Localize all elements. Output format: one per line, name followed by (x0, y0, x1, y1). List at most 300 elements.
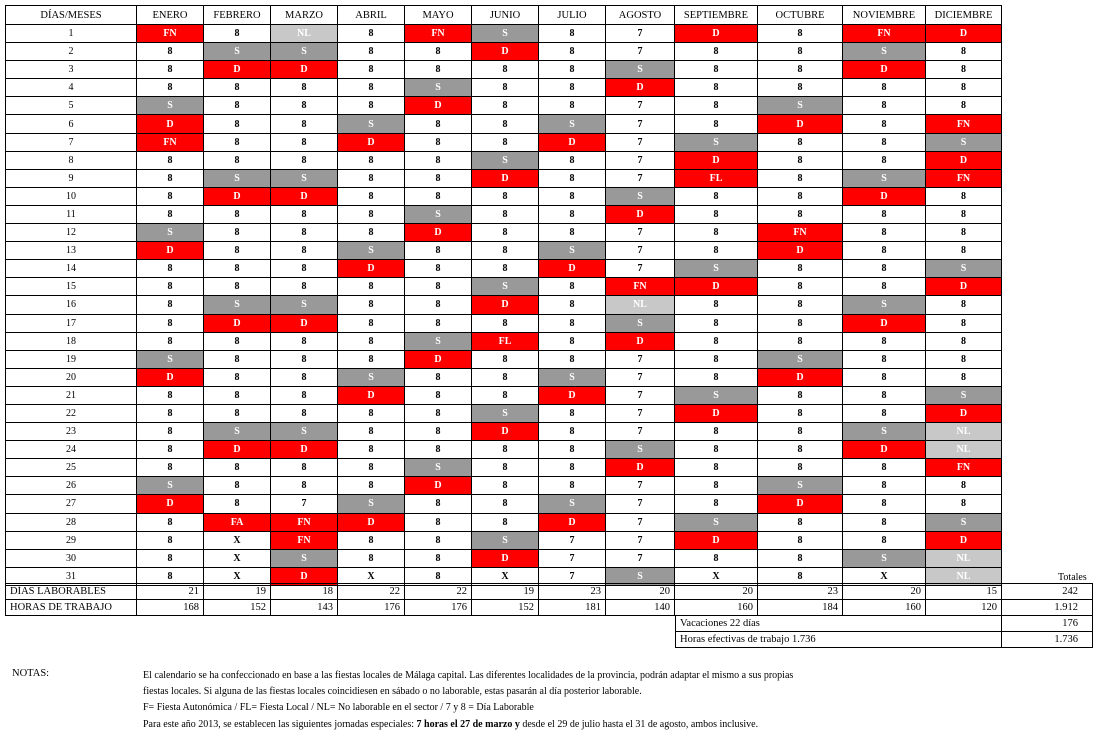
calendar-cell: D (472, 549, 539, 567)
calendar-cell: S (926, 386, 1002, 404)
day-row (6, 441, 1002, 459)
horas-trabajo-cell: 176 (338, 600, 405, 616)
day-row (6, 459, 1002, 477)
calendar-cell: 8 (405, 169, 472, 187)
calendar-cell: 8 (843, 278, 926, 296)
calendar-cell: 8 (539, 187, 606, 205)
calendar-cell: 7 (606, 169, 675, 187)
day-number: 14 (6, 260, 137, 278)
calendar-cell: 8 (843, 242, 926, 260)
calendar-cell: D (405, 477, 472, 495)
summary-table (5, 583, 1093, 616)
calendar-cell: 8 (271, 477, 338, 495)
calendar-cell: D (539, 133, 606, 151)
calendar-cell: 8 (271, 205, 338, 223)
calendar-cell: D (606, 79, 675, 97)
calendar-cell: 8 (137, 441, 204, 459)
calendar-cell: FN (606, 278, 675, 296)
calendar-cell: 8 (472, 314, 539, 332)
calendar-cell: 8 (271, 278, 338, 296)
calendar-cell: 8 (675, 350, 758, 368)
dias-laborables-cell: 23 (758, 584, 843, 600)
calendar-cell: D (204, 61, 271, 79)
calendar-cell: 8 (758, 567, 843, 585)
calendar-cell: S (137, 350, 204, 368)
calendar-cell: S (204, 423, 271, 441)
calendar-cell: 8 (675, 187, 758, 205)
day-row (6, 25, 1002, 43)
calendar-cell: 8 (405, 567, 472, 585)
calendar-cell: S (405, 332, 472, 350)
calendar-cell: 8 (539, 332, 606, 350)
calendar-cell: 8 (405, 423, 472, 441)
calendar-cell: D (606, 205, 675, 223)
calendar-cell: 8 (472, 260, 539, 278)
calendar-cell: 8 (338, 278, 405, 296)
calendar-cell: S (675, 386, 758, 404)
calendar-cell: 8 (539, 477, 606, 495)
calendar-cell: 8 (271, 242, 338, 260)
calendar-cell: FA (204, 513, 271, 531)
day-row (6, 169, 1002, 187)
horas-trabajo-cell: 160 (675, 600, 758, 616)
calendar-cell: 8 (926, 350, 1002, 368)
calendar-cell: S (843, 169, 926, 187)
calendar-cell: NL (271, 25, 338, 43)
horas-trabajo-cell: 184 (758, 600, 843, 616)
calendar-cell: 8 (539, 350, 606, 368)
calendar-cell: 8 (204, 260, 271, 278)
day-row (6, 224, 1002, 242)
notes-label: NOTAS: (12, 668, 50, 679)
calendar-cell: X (843, 567, 926, 585)
calendar-cell: 8 (675, 61, 758, 79)
day-number: 29 (6, 531, 137, 549)
calendar-cell: S (338, 495, 405, 513)
day-number: 3 (6, 61, 137, 79)
calendar-cell: S (405, 459, 472, 477)
calendar-cell: 8 (137, 278, 204, 296)
day-number: 16 (6, 296, 137, 314)
horas-trabajo-cell-total: 1.912 (1002, 600, 1093, 616)
calendar-cell: 8 (204, 495, 271, 513)
hours-summary-table (675, 615, 1093, 648)
calendar-cell: 8 (758, 549, 843, 567)
calendar-cell: 8 (204, 368, 271, 386)
notes-line-2: fiestas locales. Si alguna de las fiestas locales coincidiesen en sábado o no laborable, estas pasarán al día posterior laborable. (143, 686, 642, 698)
calendar-cell: S (137, 97, 204, 115)
calendar-cell: S (843, 549, 926, 567)
calendar-cell: 8 (539, 43, 606, 61)
calendar-cell: 8 (204, 25, 271, 43)
calendar-cell: 8 (137, 404, 204, 422)
calendar-cell: 8 (204, 79, 271, 97)
calendar-cell: 8 (204, 404, 271, 422)
calendar-cell: 8 (675, 97, 758, 115)
calendar-cell: 8 (675, 423, 758, 441)
calendar-cell: 8 (204, 350, 271, 368)
calendar-cell: D (675, 151, 758, 169)
calendar-cell: 8 (926, 224, 1002, 242)
calendar-cell: 8 (539, 278, 606, 296)
calendar-cell: D (675, 278, 758, 296)
calendar-cell: S (204, 169, 271, 187)
calendar-cell: 8 (472, 386, 539, 404)
calendar-cell: D (405, 224, 472, 242)
calendar-cell: D (675, 404, 758, 422)
dias-laborables-cell: 22 (405, 584, 472, 600)
calendar-cell: 8 (405, 278, 472, 296)
calendar-cell: 8 (758, 260, 843, 278)
calendar-cell: 7 (606, 513, 675, 531)
calendar-cell: D (338, 386, 405, 404)
calendar-cell: 8 (539, 205, 606, 223)
calendar-cell: 8 (338, 25, 405, 43)
calendar-cell: 8 (843, 97, 926, 115)
calendar-cell: 8 (843, 115, 926, 133)
horas-trabajo-cell: 120 (926, 600, 1002, 616)
calendar-cell: 8 (338, 477, 405, 495)
calendar-cell: D (137, 368, 204, 386)
day-row (6, 404, 1002, 422)
calendar-cell: 8 (675, 242, 758, 260)
calendar-cell: 8 (405, 260, 472, 278)
calendar-cell: 8 (204, 133, 271, 151)
calendar-cell: 8 (472, 495, 539, 513)
calendar-cell: 8 (758, 43, 843, 61)
day-row (6, 423, 1002, 441)
day-number: 1 (6, 25, 137, 43)
calendar-cell: NL (606, 296, 675, 314)
day-row (6, 187, 1002, 205)
day-number: 13 (6, 242, 137, 260)
calendar-cell: 8 (204, 278, 271, 296)
calendar-cell: 8 (843, 368, 926, 386)
month-header: ABRIL (338, 6, 405, 25)
calendar-cell: 8 (758, 531, 843, 549)
calendar-cell: D (338, 513, 405, 531)
calendar-cell: 8 (271, 386, 338, 404)
calendar-cell: D (405, 97, 472, 115)
day-number: 21 (6, 386, 137, 404)
calendar-cell: D (338, 133, 405, 151)
calendar-cell: 8 (137, 513, 204, 531)
calendar-cell: NL (926, 423, 1002, 441)
calendar-cell: S (675, 260, 758, 278)
calendar-cell: D (338, 260, 405, 278)
calendar-cell: 8 (472, 368, 539, 386)
calendar-cell: 8 (338, 61, 405, 79)
calendar-cell: 7 (539, 531, 606, 549)
calendar-cell: S (843, 296, 926, 314)
calendar-cell: 8 (758, 332, 843, 350)
calendar-cell: S (606, 567, 675, 585)
calendar-cell: 8 (926, 205, 1002, 223)
calendar-cell: 8 (758, 386, 843, 404)
calendar-cell: 7 (271, 495, 338, 513)
month-header: SEPTIEMBRE (675, 6, 758, 25)
calendar-cell: X (472, 567, 539, 585)
calendar-cell: X (204, 567, 271, 585)
calendar-cell: S (539, 495, 606, 513)
calendar-cell: 8 (405, 115, 472, 133)
calendar-cell: D (758, 242, 843, 260)
calendar-cell: 8 (926, 296, 1002, 314)
calendar-cell: 8 (137, 296, 204, 314)
calendar-cell: FN (137, 25, 204, 43)
calendar-cell: 7 (606, 350, 675, 368)
calendar-cell: 8 (338, 151, 405, 169)
calendar-cell: S (405, 205, 472, 223)
calendar-cell: 8 (472, 224, 539, 242)
calendar-cell: X (338, 567, 405, 585)
horas-trabajo-label: HORAS DE TRABAJO (6, 600, 137, 616)
day-number: 4 (6, 79, 137, 97)
calendar-cell: 8 (204, 477, 271, 495)
calendar-cell: 8 (338, 43, 405, 61)
calendar-cell: 8 (204, 386, 271, 404)
calendar-cell: 8 (472, 350, 539, 368)
calendar-cell: 8 (758, 25, 843, 43)
calendar-cell: 8 (758, 205, 843, 223)
calendar-cell: S (338, 115, 405, 133)
calendar-cell: 8 (843, 459, 926, 477)
calendar-cell: D (271, 314, 338, 332)
calendar-cell: 8 (204, 97, 271, 115)
day-number: 5 (6, 97, 137, 115)
calendar-cell: 8 (472, 115, 539, 133)
calendar-cell: 8 (137, 169, 204, 187)
calendar-cell: 8 (843, 477, 926, 495)
calendar-cell: 8 (338, 205, 405, 223)
calendar-cell: 8 (758, 169, 843, 187)
calendar-table (5, 5, 1002, 586)
calendar-cell: D (675, 25, 758, 43)
day-number: 2 (6, 43, 137, 61)
calendar-cell: D (758, 115, 843, 133)
calendar-cell: 8 (926, 61, 1002, 79)
day-number: 11 (6, 205, 137, 223)
calendar-cell: 8 (405, 242, 472, 260)
calendar-cell: X (675, 567, 758, 585)
calendar-cell: 8 (271, 404, 338, 422)
calendar-cell: 8 (137, 549, 204, 567)
calendar-cell: 8 (271, 350, 338, 368)
day-row (6, 513, 1002, 531)
dias-laborables-cell: 20 (675, 584, 758, 600)
calendar-cell: 8 (758, 441, 843, 459)
calendar-cell: S (539, 368, 606, 386)
calendar-cell: 8 (405, 495, 472, 513)
calendar-cell: 8 (338, 531, 405, 549)
calendar-cell: 8 (539, 314, 606, 332)
calendar-cell: 8 (843, 224, 926, 242)
calendar-cell: 8 (137, 314, 204, 332)
day-row (6, 79, 1002, 97)
calendar-cell: 8 (338, 224, 405, 242)
calendar-cell: 8 (271, 260, 338, 278)
calendar-cell: 8 (137, 151, 204, 169)
day-number: 25 (6, 459, 137, 477)
day-row (6, 43, 1002, 61)
notes-text (143, 668, 793, 733)
day-number: 6 (6, 115, 137, 133)
calendar-cell: S (338, 368, 405, 386)
calendar-cell: 8 (539, 296, 606, 314)
horas-trabajo-cell: 160 (843, 600, 926, 616)
calendar-cell: D (843, 314, 926, 332)
calendar-cell: 8 (843, 79, 926, 97)
calendar-cell: 8 (271, 133, 338, 151)
calendar-cell: 7 (606, 224, 675, 242)
calendar-cell: 8 (758, 314, 843, 332)
calendar-cell: S (472, 25, 539, 43)
dias-laborables-cell: 19 (472, 584, 539, 600)
day-number: 18 (6, 332, 137, 350)
dias-laborables-cell: 22 (338, 584, 405, 600)
calendar-cell: X (204, 531, 271, 549)
calendar-cell: 8 (137, 61, 204, 79)
dias-laborables-cell: 23 (539, 584, 606, 600)
calendar-cell: D (926, 151, 1002, 169)
dias-laborables-cell: 20 (606, 584, 675, 600)
calendar-cell: NL (926, 567, 1002, 585)
calendar-cell: D (539, 260, 606, 278)
dias-laborables-cell: 19 (204, 584, 271, 600)
calendar-cell: FN (271, 531, 338, 549)
calendar-cell: 8 (843, 495, 926, 513)
calendar-cell: 8 (271, 79, 338, 97)
calendar-cell: 8 (843, 350, 926, 368)
calendar-cell: FN (843, 25, 926, 43)
day-row (6, 531, 1002, 549)
calendar-cell: 8 (405, 404, 472, 422)
calendar-cell: 8 (926, 495, 1002, 513)
month-header: MAYO (405, 6, 472, 25)
calendar-cell: S (472, 531, 539, 549)
calendar-cell: S (204, 43, 271, 61)
calendar-cell: D (926, 404, 1002, 422)
day-row (6, 278, 1002, 296)
month-header: JULIO (539, 6, 606, 25)
day-row (6, 296, 1002, 314)
calendar-cell: 8 (926, 314, 1002, 332)
month-header: JUNIO (472, 6, 539, 25)
calendar-cell: NL (926, 441, 1002, 459)
day-number: 9 (6, 169, 137, 187)
calendar-cell: 8 (204, 224, 271, 242)
calendar-cell: S (606, 61, 675, 79)
calendar-cell: 8 (843, 332, 926, 350)
calendar-cell: 8 (539, 459, 606, 477)
day-row (6, 151, 1002, 169)
calendar-cell: 8 (137, 260, 204, 278)
calendar-cell: 8 (271, 97, 338, 115)
calendar-header-row (6, 6, 1002, 25)
day-row (6, 495, 1002, 513)
horas-trabajo-cell: 176 (405, 600, 472, 616)
calendar-cell: 8 (675, 495, 758, 513)
day-number: 30 (6, 549, 137, 567)
calendar-cell: D (271, 441, 338, 459)
calendar-cell: 8 (758, 513, 843, 531)
calendar-cell: S (675, 513, 758, 531)
calendar-cell: 8 (405, 296, 472, 314)
calendar-cell: 8 (843, 151, 926, 169)
calendar-cell: 8 (472, 97, 539, 115)
calendar-cell: 8 (338, 423, 405, 441)
calendar-cell: 8 (675, 296, 758, 314)
calendar-cell: S (271, 549, 338, 567)
calendar-cell: 8 (539, 79, 606, 97)
day-number: 8 (6, 151, 137, 169)
calendar-cell: S (926, 133, 1002, 151)
calendar-cell: D (606, 332, 675, 350)
calendar-cell: D (758, 495, 843, 513)
calendar-cell: 8 (137, 423, 204, 441)
calendar-cell: 8 (843, 404, 926, 422)
calendar-cell: 8 (675, 43, 758, 61)
horas-trabajo-cell: 152 (472, 600, 539, 616)
calendar-cell: 8 (926, 332, 1002, 350)
day-number: 31 (6, 567, 137, 585)
day-row (6, 115, 1002, 133)
calendar-cell: 8 (758, 151, 843, 169)
horas-efectivas-total: 1.736 (1002, 632, 1093, 648)
calendar-cell: 8 (137, 386, 204, 404)
calendar-cell: 8 (472, 441, 539, 459)
calendar-cell: 8 (137, 459, 204, 477)
day-number: 17 (6, 314, 137, 332)
calendar-cell: 7 (606, 25, 675, 43)
calendar-cell: 8 (405, 368, 472, 386)
calendar-cell: 8 (675, 332, 758, 350)
calendar-cell: 8 (758, 278, 843, 296)
calendar-cell: S (758, 477, 843, 495)
day-number: 12 (6, 224, 137, 242)
calendar-cell: S (472, 278, 539, 296)
calendar-cell: 8 (758, 61, 843, 79)
day-row (6, 242, 1002, 260)
calendar-cell: 8 (926, 97, 1002, 115)
calendar-cell: FN (926, 115, 1002, 133)
calendar-cell: 8 (405, 531, 472, 549)
totals-label: Totales (1058, 572, 1087, 583)
calendar-cell: 7 (606, 260, 675, 278)
calendar-cell: 8 (539, 151, 606, 169)
calendar-cell: 8 (472, 61, 539, 79)
calendar-cell: D (606, 459, 675, 477)
dias-laborables-cell: 21 (137, 584, 204, 600)
dias-laborables-cell-total: 242 (1002, 584, 1093, 600)
calendar-cell: X (204, 549, 271, 567)
month-header: MARZO (271, 6, 338, 25)
calendar-cell: 8 (758, 79, 843, 97)
notes-line-1: El calendario se ha confeccionado en base a las fiestas locales de Málaga capital. Las diferentes localidades de la provincia, podrán adaptar el mismo a sus propias (143, 670, 794, 681)
calendar-cell: 8 (472, 133, 539, 151)
calendar-cell: D (539, 513, 606, 531)
calendar-cell: D (843, 441, 926, 459)
calendar-cell: 8 (204, 205, 271, 223)
calendar-cell: 7 (606, 133, 675, 151)
calendar-cell: S (271, 43, 338, 61)
notes-line-3: F= Fiesta Autonómica / FL= Fiesta Local / NL= No laborable en el sector / 7 y 8 = Día Laborable (143, 702, 534, 714)
calendar-cell: 8 (539, 404, 606, 422)
day-number: 22 (6, 404, 137, 422)
day-row (6, 61, 1002, 79)
day-row (6, 332, 1002, 350)
day-number: 15 (6, 278, 137, 296)
